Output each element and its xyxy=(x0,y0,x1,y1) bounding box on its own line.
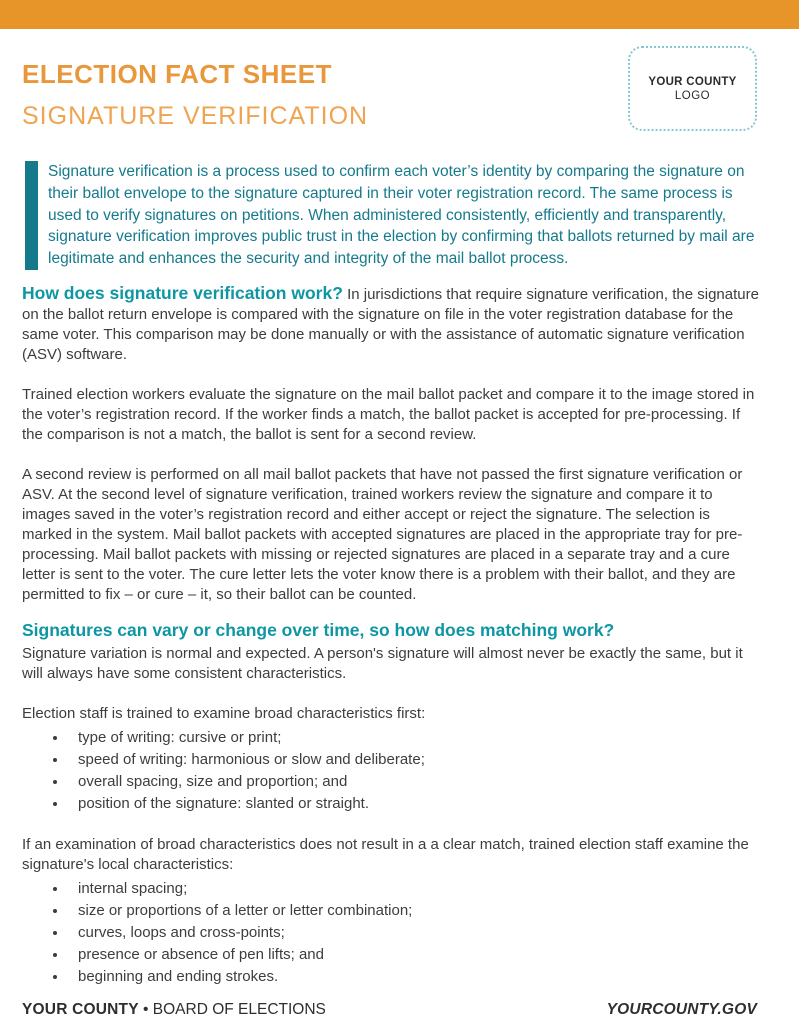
section-2-heading: Signatures can vary or change over time, so how does matching work? xyxy=(22,619,615,640)
list-item: • size or proportions of a letter or letter combination; xyxy=(68,900,759,922)
page-subtitle: SIGNATURE VERIFICATION xyxy=(22,102,369,130)
header xyxy=(0,29,799,131)
footer-board-name: BOARD OF ELECTIONS xyxy=(152,1001,326,1018)
section-1-heading: How does signature verification work? xyxy=(22,282,343,303)
county-logo-placeholder xyxy=(628,46,757,131)
section-1-paragraph xyxy=(22,283,759,365)
broad-characteristics-list xyxy=(22,727,759,815)
list-item: • curves, loops and cross-points; xyxy=(68,922,759,944)
logo-text-line2: LOGO xyxy=(674,89,711,102)
list-item: • presence or absence of pen lifts; and xyxy=(68,944,759,966)
footer-county-name: YOUR COUNTY xyxy=(22,1001,139,1018)
page-title: ELECTION FACT SHEET xyxy=(22,59,332,89)
list-item: • position of the signature: slanted or straight. xyxy=(68,793,759,815)
list-item: • beginning and ending strokes. xyxy=(68,966,759,988)
logo-text-line1: YOUR COUNTY xyxy=(648,75,737,88)
footer xyxy=(22,1001,757,1019)
list-2-lead: If an examination of broad characteristics does not result in a a clear match, trained election staff examine the signature's local characteristics: xyxy=(22,835,749,873)
footer-separator: • xyxy=(138,1001,153,1018)
list-item: • overall spacing, size and proportion; and xyxy=(68,771,759,793)
body-content xyxy=(0,283,799,988)
list-1-lead: Election staff is trained to examine broad characteristics first: xyxy=(22,704,426,722)
section-1-text: In jurisdictions that require signature verification, the signature on the ballot return envelope is compared with the signature on file in the voter registration database for the same voter. This comparison may be done manually or with the assistance of automatic signature verification (ASV) software. xyxy=(22,285,759,363)
paragraph-2: Trained election workers evaluate the signature on the mail ballot packet and compare it to the image stored in the voter’s registration record. If the worker finds a match, the ballot packet is accepted for pre-processing. If the comparison is not a match, the ballot is sent for a second review. xyxy=(22,385,755,443)
footer-website: YOURCOUNTY.GOV xyxy=(606,1001,757,1018)
footer-left xyxy=(22,1001,326,1019)
list-item: • type of writing: cursive or print; xyxy=(68,727,759,749)
local-characteristics-list xyxy=(22,878,759,988)
intro-callout: Signature verification is a process used to confirm each voter’s identity by comparing the signature on their ballot envelope to the signature captured in their voter registration record. The same process is used to verify signatures on petitions. When administered consistently, efficiently and transparently, signature verification improves public trust in the election by confirming that ballots returned by mail are legitimate and enhances the security and integrity of the mail ballot process. xyxy=(25,161,759,270)
paragraph-3: A second review is performed on all mail ballot packets that have not passed the first signature verification or ASV. At the second level of signature verification, trained workers review the signature and compare it to images saved in the voter’s registration record and either accept or reject the signature. The selection is marked in the system. Mail ballot packets with accepted signatures are placed in the appropriate tray for pre-processing. Mail ballot packets with missing or rejected signatures are placed in a separate tray and a cure letter is sent to the voter. The cure letter lets the voter know there is a problem with their ballot, and they are permitted to fix – or cure – it, so their ballot can be counted. xyxy=(22,465,743,603)
section-2-text: Signature variation is normal and expected. A person's signature will almost never be exactly the same, but it will always have some consistent characteristics. xyxy=(22,644,743,682)
list-item: • internal spacing; xyxy=(68,878,759,900)
top-accent-bar xyxy=(0,0,799,29)
list-item: • speed of writing: harmonious or slow and deliberate; xyxy=(68,749,759,771)
